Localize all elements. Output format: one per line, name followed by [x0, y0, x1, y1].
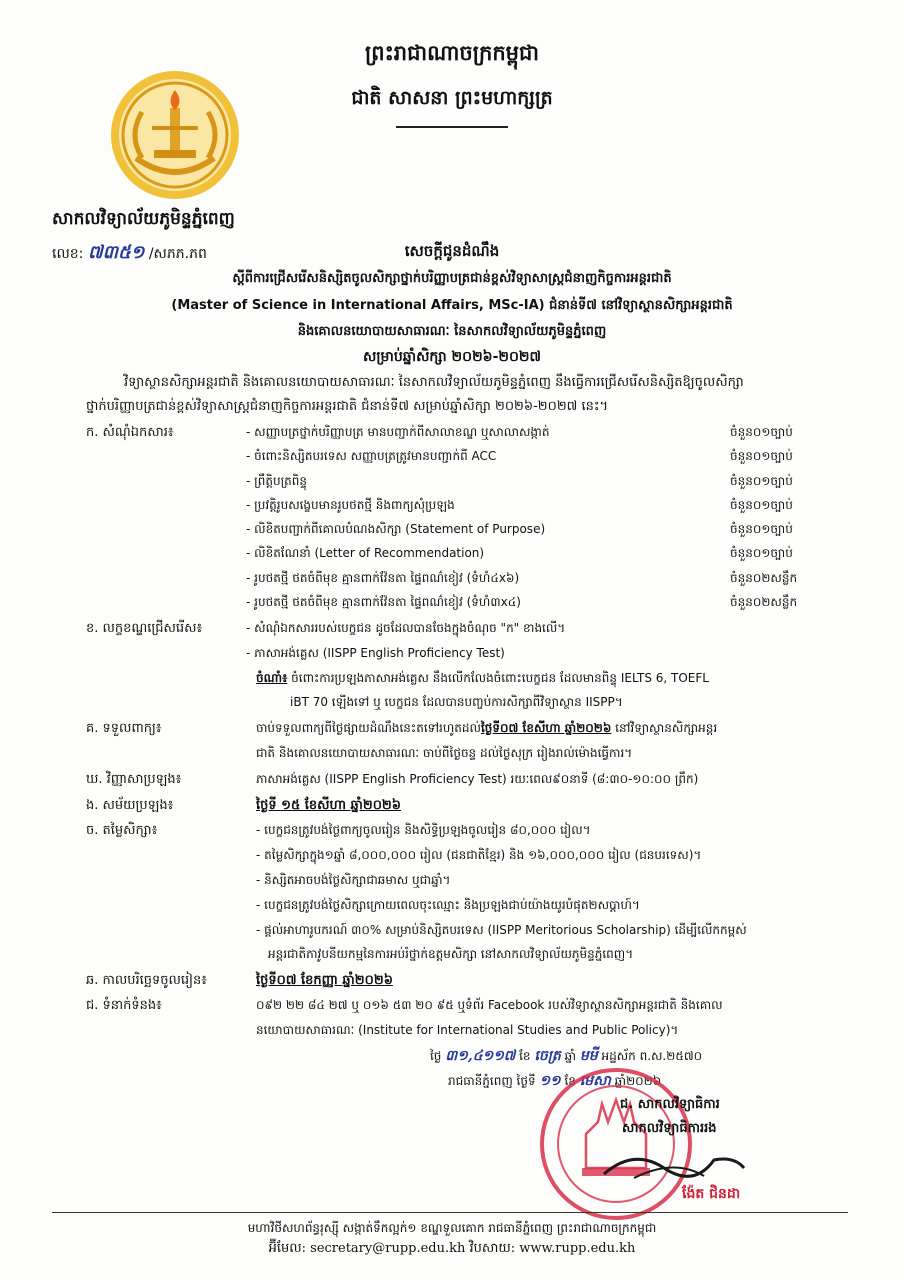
- footer-address: មហាវិថីសហព័ន្ធរុស្ស៊ី សង្កាត់ទឹកល្អក់១ ខណ្ឌទួលគោក រាជធានីភ្នំពេញ ព្រះរាជាណាចក្រកម្ពុជា: [247, 1221, 657, 1235]
- criteria-note: [256, 670, 709, 688]
- criteria-label: ខ. លក្ខខណ្ឌជ្រើសរើស៖: [86, 621, 203, 636]
- criteria-note-text-2: iBT 70 ឡើងទៅ ឬ បេក្ខជន ដែលបានបញ្ចប់ការសិក្សាពីវិទ្យាស្ថាន IISPP។: [290, 695, 623, 709]
- start-date-value: ថ្ងៃទី០៧ ខែកញ្ញា ឆ្នាំ២០២៦: [256, 973, 393, 988]
- subject-label: ឃ. វិញ្ញាសាប្រឡង៖: [86, 772, 182, 787]
- lunar-year-handwritten: មមី: [579, 1048, 598, 1064]
- solar-day-handwritten: ១១: [539, 1073, 561, 1089]
- contact-label: ជ. ទំនាក់ទំនង៖: [86, 998, 162, 1013]
- criteria-line-2: - ភាសាអង់គ្លេស (IISPP English Proficiency Test): [246, 646, 505, 660]
- start-date-label: ឆ. កាលបរិច្ឆេទចូលរៀន៖: [86, 973, 207, 988]
- document-item-4: - ប្រវត្តិរូបសង្ខេបមានរូបថតថ្មី និងពាក្យសុំប្រឡង: [246, 498, 455, 512]
- intro-line-1: វិទ្យាស្ថានសិក្សាអន្តរជាតិ និងគោលនយោបាយសាធារណៈ នៃសាកលវិទ្យាល័យភូមិន្ទភ្នំពេញ នឹងធ្វើការជ្រើសរើសនិស្សិតឱ្យចូលសិក្សា: [124, 375, 744, 390]
- footer-divider: [52, 1212, 848, 1213]
- notice-subject-line-2: (Master of Science in International Affairs, MSc-IA) ជំនាន់ទី៧ នៅវិទ្យាស្ថានសិក្សាអន្តរជាតិ: [171, 298, 733, 313]
- application-line-1-c: នៅវិទ្យាស្ថានសិក្សាអន្តរ: [611, 721, 718, 735]
- document-item-7: - រូបថតថ្មី ថតចំពីមុខ គ្មានពាក់វ៉ែនតា ផ្ទៃពណ៌ខៀវ (ទំហំ៤x៦): [246, 571, 520, 585]
- reference-suffix: /សភភ.ភព: [148, 246, 207, 262]
- fees-label: ច. តម្លៃសិក្សា៖: [86, 823, 158, 838]
- document-qty-5: ចំនួន០១ច្បាប់: [730, 522, 793, 536]
- solar-month-prefix: ខែ: [564, 1074, 576, 1088]
- application-line-1-a: ចាប់ទទួលពាក្យពីថ្ងៃផ្សាយដំណឹងនេះតទៅរហូតដល់: [256, 721, 481, 735]
- solar-month-handwritten: មេសា: [579, 1073, 611, 1089]
- document-qty-3: ចំនួន០១ច្បាប់: [730, 474, 793, 488]
- document-item-3: - ព្រឹត្តិបត្រពិន្ទុ: [246, 474, 307, 488]
- signature-on-behalf: ជ. សាកលវិទ្យាធិការ: [620, 1097, 720, 1112]
- document-item-6: - លិខិតណែនាំ (Letter of Recommendation): [246, 546, 485, 560]
- fee-item-1: - បេក្ខជនត្រូវបង់ថ្លៃពាក្យចូលរៀន និងសិទ្ធិប្រឡងចូលរៀន ៨០,០០០ រៀល។: [256, 823, 591, 837]
- document-qty-8: ចំនួន០២សន្លឹក: [730, 595, 798, 609]
- lunar-era: អដ្ឋស័ក ព.ស.២៥៧០: [601, 1049, 703, 1063]
- lunar-year-prefix: ឆ្នាំ: [564, 1049, 577, 1063]
- document-qty-4: ចំនួន០១ច្បាប់: [730, 498, 793, 512]
- contact-line-2: នយោបាយសាធារណៈ (Institute for International Studies and Public Policy)។: [256, 1023, 679, 1037]
- criteria-note-label: ចំណាំ៖: [256, 671, 288, 685]
- document-qty-2: ចំនួន០១ច្បាប់: [730, 449, 793, 463]
- document-item-2: - ចំពោះនិស្សិតបរទេស សញ្ញាបត្រត្រូវមានបញ្ជាក់ពី ACC: [246, 449, 497, 463]
- institution-name: សាកលវិទ្យាល័យភូមិន្ទភ្នំពេញ: [52, 209, 235, 229]
- criteria-note-text-1: ចំពោះការប្រឡងភាសាអង់គ្លេស នឹងលើកលែងចំពោះបេក្ខជន ដែលមានពិន្ទុ IELTS 6, TOEFL: [287, 671, 709, 685]
- notice-subject-line-1: ស្តីពីការជ្រើសរើសនិស្សិតចូលសិក្សាថ្នាក់បរិញ្ញាបត្រជាន់ខ្ពស់វិទ្យាសាស្ត្រជំនាញកិច្ចការអន្តរជាតិ: [232, 271, 672, 286]
- notice-subject-line-3: និងគោលនយោបាយសាធារណៈ នៃសាកលវិទ្យាល័យភូមិន្ទភ្នំពេញ: [297, 324, 607, 339]
- document-qty-7: ចំនួន០២សន្លឹក: [730, 571, 798, 585]
- notice-academic-year: សម្រាប់ឆ្នាំសិក្សា ២០២៦-២០២៧: [363, 349, 541, 365]
- signatory-name: ង៉ែត ជិនដា: [682, 1186, 741, 1202]
- lunar-day-handwritten: ៣១,៤១១៧: [445, 1048, 516, 1064]
- motto-divider: [396, 126, 508, 128]
- application-line-1: [256, 720, 717, 738]
- signature-title: សាកលវិទ្យាធិការរង: [622, 1121, 717, 1136]
- notice-title: សេចក្តីជូនដំណឹង: [404, 242, 500, 260]
- documents-label: ក. សំណុំឯកសារ៖: [86, 425, 174, 440]
- reference-label: លេខ:: [52, 246, 84, 262]
- application-label: គ. ទទួលពាក្យ៖: [86, 721, 162, 736]
- fee-item-3: - និស្សិតអាចបង់ថ្លៃសិក្សាជាឆមាស ឬជាឆ្នាំ។: [256, 873, 451, 887]
- exam-date-value: ថ្ងៃទី ១៥ ខែសីហា ឆ្នាំ២០២៦: [256, 798, 401, 813]
- reference-handwritten-number: ៧៣៥១: [87, 242, 145, 263]
- fee-item-5: - ផ្តល់អាហារូបករណ៍ ៣០% សម្រាប់និស្សិតបរទេស (IISPP Meritorious Scholarship) ដើម្បីលើកកម្ពស់: [256, 923, 747, 937]
- footer-contact: អ៊ីមែល: secretary@rupp.edu.kh វិបសាយ: www.rupp.edu.kh: [268, 1241, 636, 1256]
- application-deadline: ថ្ងៃទី០៧ ខែសីហា ឆ្នាំ២០២៦: [480, 721, 612, 735]
- national-motto: ជាតិ សាសនា ព្រះមហាក្សត្រ: [351, 87, 553, 109]
- document-qty-1: ចំនួន០១ច្បាប់: [730, 425, 793, 439]
- exam-date-label: ង. សម័យប្រឡង៖: [86, 798, 174, 813]
- intro-line-2: ថ្នាក់បរិញ្ញាបត្រជាន់ខ្ពស់វិទ្យាសាស្ត្រជំនាញកិច្ចការអន្តរជាតិ ជំនាន់ទី៧ សម្រាប់ឆ្នាំសិក្សា ២០២៦-២០២៧ នេះ។: [86, 399, 609, 414]
- lunar-day-prefix: ថ្ងៃ: [430, 1049, 442, 1063]
- fee-item-2: - តម្លៃសិក្សាក្នុង១ឆ្នាំ ៨,០០០,០០០ រៀល (ជនជាតិខ្មែរ) និង ១៦,០០០,០០០ រៀល (ជនបរទេស)។: [256, 848, 702, 862]
- lunar-month-prefix: ខែ: [519, 1049, 531, 1063]
- fee-item-4: - បេក្ខជនត្រូវបង់ថ្លៃសិក្សាក្រោយពេលចុះឈ្មោះ និងប្រឡងជាប់យ៉ាងយូរបំផុត២សប្តាហ៍។: [256, 898, 640, 912]
- document-item-8: - រូបថតថ្មី ថតចំពីមុខ គ្មានពាក់វ៉ែនតា ផ្ទៃពណ៌ខៀវ (ទំហំ៣x៤): [246, 595, 521, 609]
- document-item-1: - សញ្ញាបត្រថ្នាក់បរិញ្ញាបត្រ មានបញ្ជាក់ពីសាលាខណ្ឌ ឬសាលាសង្កាត់: [246, 425, 550, 439]
- solar-day-prefix: រាជធានីភ្នំពេញ ថ្ងៃទី: [448, 1074, 536, 1088]
- kingdom-header: ព្រះរាជាណាចក្រកម្ពុជា: [364, 40, 539, 65]
- document-item-5: - លិខិតបញ្ជាក់ពីគោលបំណងសិក្សា (Statement of Purpose): [246, 522, 546, 536]
- application-line-2: ជាតិ និងគោលនយោបាយសាធារណៈ ចាប់ពីថ្ងៃចន្ទ ដល់ថ្ងៃសុក្រ រៀងរាល់ម៉ោងធ្វើការ។: [256, 746, 633, 760]
- fee-item-5-continued: អន្តរជាតិភាវូបនីយកម្មនៃការអប់រំថ្នាក់ឧត្តមសិក្សា នៅសាកលវិទ្យាល័យភូមិន្ទភ្នំពេញ។: [268, 947, 634, 961]
- subject-value: ភាសាអង់គ្លេស (IISPP English Proficiency Test) រយៈពេល៩០នាទី (៨:៣០-១០:០០ ព្រឹក): [256, 772, 699, 786]
- solar-year: ឆ្នាំ២០២៦: [614, 1074, 662, 1088]
- criteria-line-1: - សំណុំឯកសាររបស់បេក្ខជន ដូចដែលបានចែងក្នុងចំណុច "ក" ខាងលើ។: [246, 621, 566, 635]
- contact-line-1: ០៩២ ២២ ៨៤ ២៧ ឬ ០១៦ ៥៣ ២០ ៩៥ ឬទំព័រ Facebook របស់វិទ្យាស្ថានសិក្សាអន្តរជាតិ និងគោល: [256, 998, 723, 1012]
- lunar-month-handwritten: ចេត្រ: [534, 1048, 561, 1064]
- document-qty-6: ចំនួន០១ច្បាប់: [730, 546, 793, 560]
